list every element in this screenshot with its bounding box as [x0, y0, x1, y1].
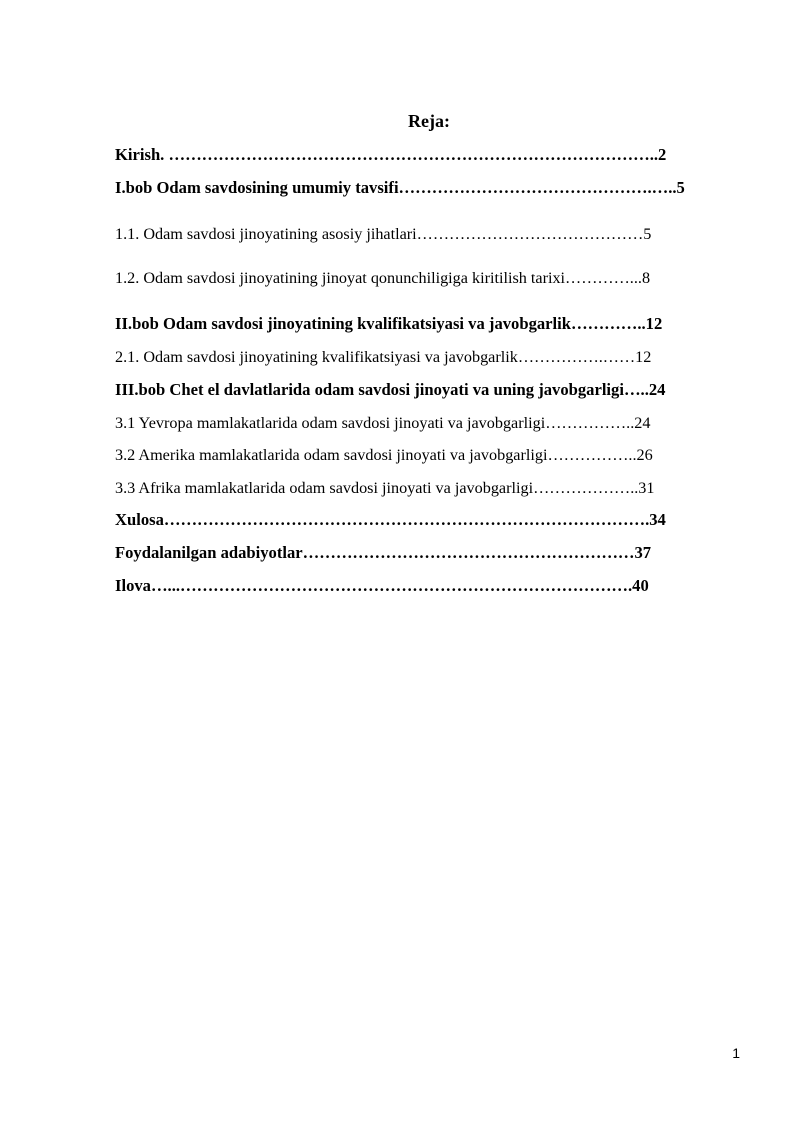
toc-entry-section-3-3: 3.3 Afrika mamlakatlarida odam savdosi jinoyati va javobgarligi………………..31: [115, 479, 655, 497]
toc-entry-section-1-2: 1.2. Odam savdosi jinoyatining jinoyat qonunchiligiga kiritilish tarixi…………...8: [115, 269, 651, 287]
toc-entry-section-3-2: 3.2 Amerika mamlakatlarida odam savdosi jinoyati va javobgarligi……………..26: [115, 446, 653, 464]
toc-entry-chapter-1: I.bob Odam savdosining umumiy tavsifi……………………………………….…..5: [115, 178, 685, 197]
toc-entry-ilova: Ilova…...……………………………………………………………………….40: [115, 576, 649, 595]
toc-entry-section-1-1: 1.1. Odam savdosi jinoyatining asosiy jihatlari……………………………………5: [115, 225, 652, 243]
toc-heading: Reja:: [408, 111, 450, 131]
page-number: 1: [732, 1045, 740, 1061]
toc-entry-kirish: Kirish. ……………………………………………………………………………..2: [115, 145, 667, 164]
toc-entry-xulosa: Xulosa…………………………………………………………………………….34: [115, 510, 666, 529]
toc-entry-chapter-2: II.bob Odam savdosi jinoyatining kvalifikatsiyasi va javobgarlik…………..12: [115, 314, 663, 333]
toc-entry-section-2-1: 2.1. Odam savdosi jinoyatining kvalifikatsiyasi va javobgarlik…………….……12: [115, 348, 652, 366]
toc-entry-section-3-1: 3.1 Yevropa mamlakatlarida odam savdosi jinoyati va javobgarligi……………..24: [115, 414, 651, 432]
toc-entry-chapter-3: III.bob Chet el davlatlarida odam savdosi jinoyati va uning javobgarligi…..24: [115, 380, 666, 399]
toc-entry-bibliography: Foydalanilgan adabiyotlar……………………………………………………37: [115, 543, 652, 562]
